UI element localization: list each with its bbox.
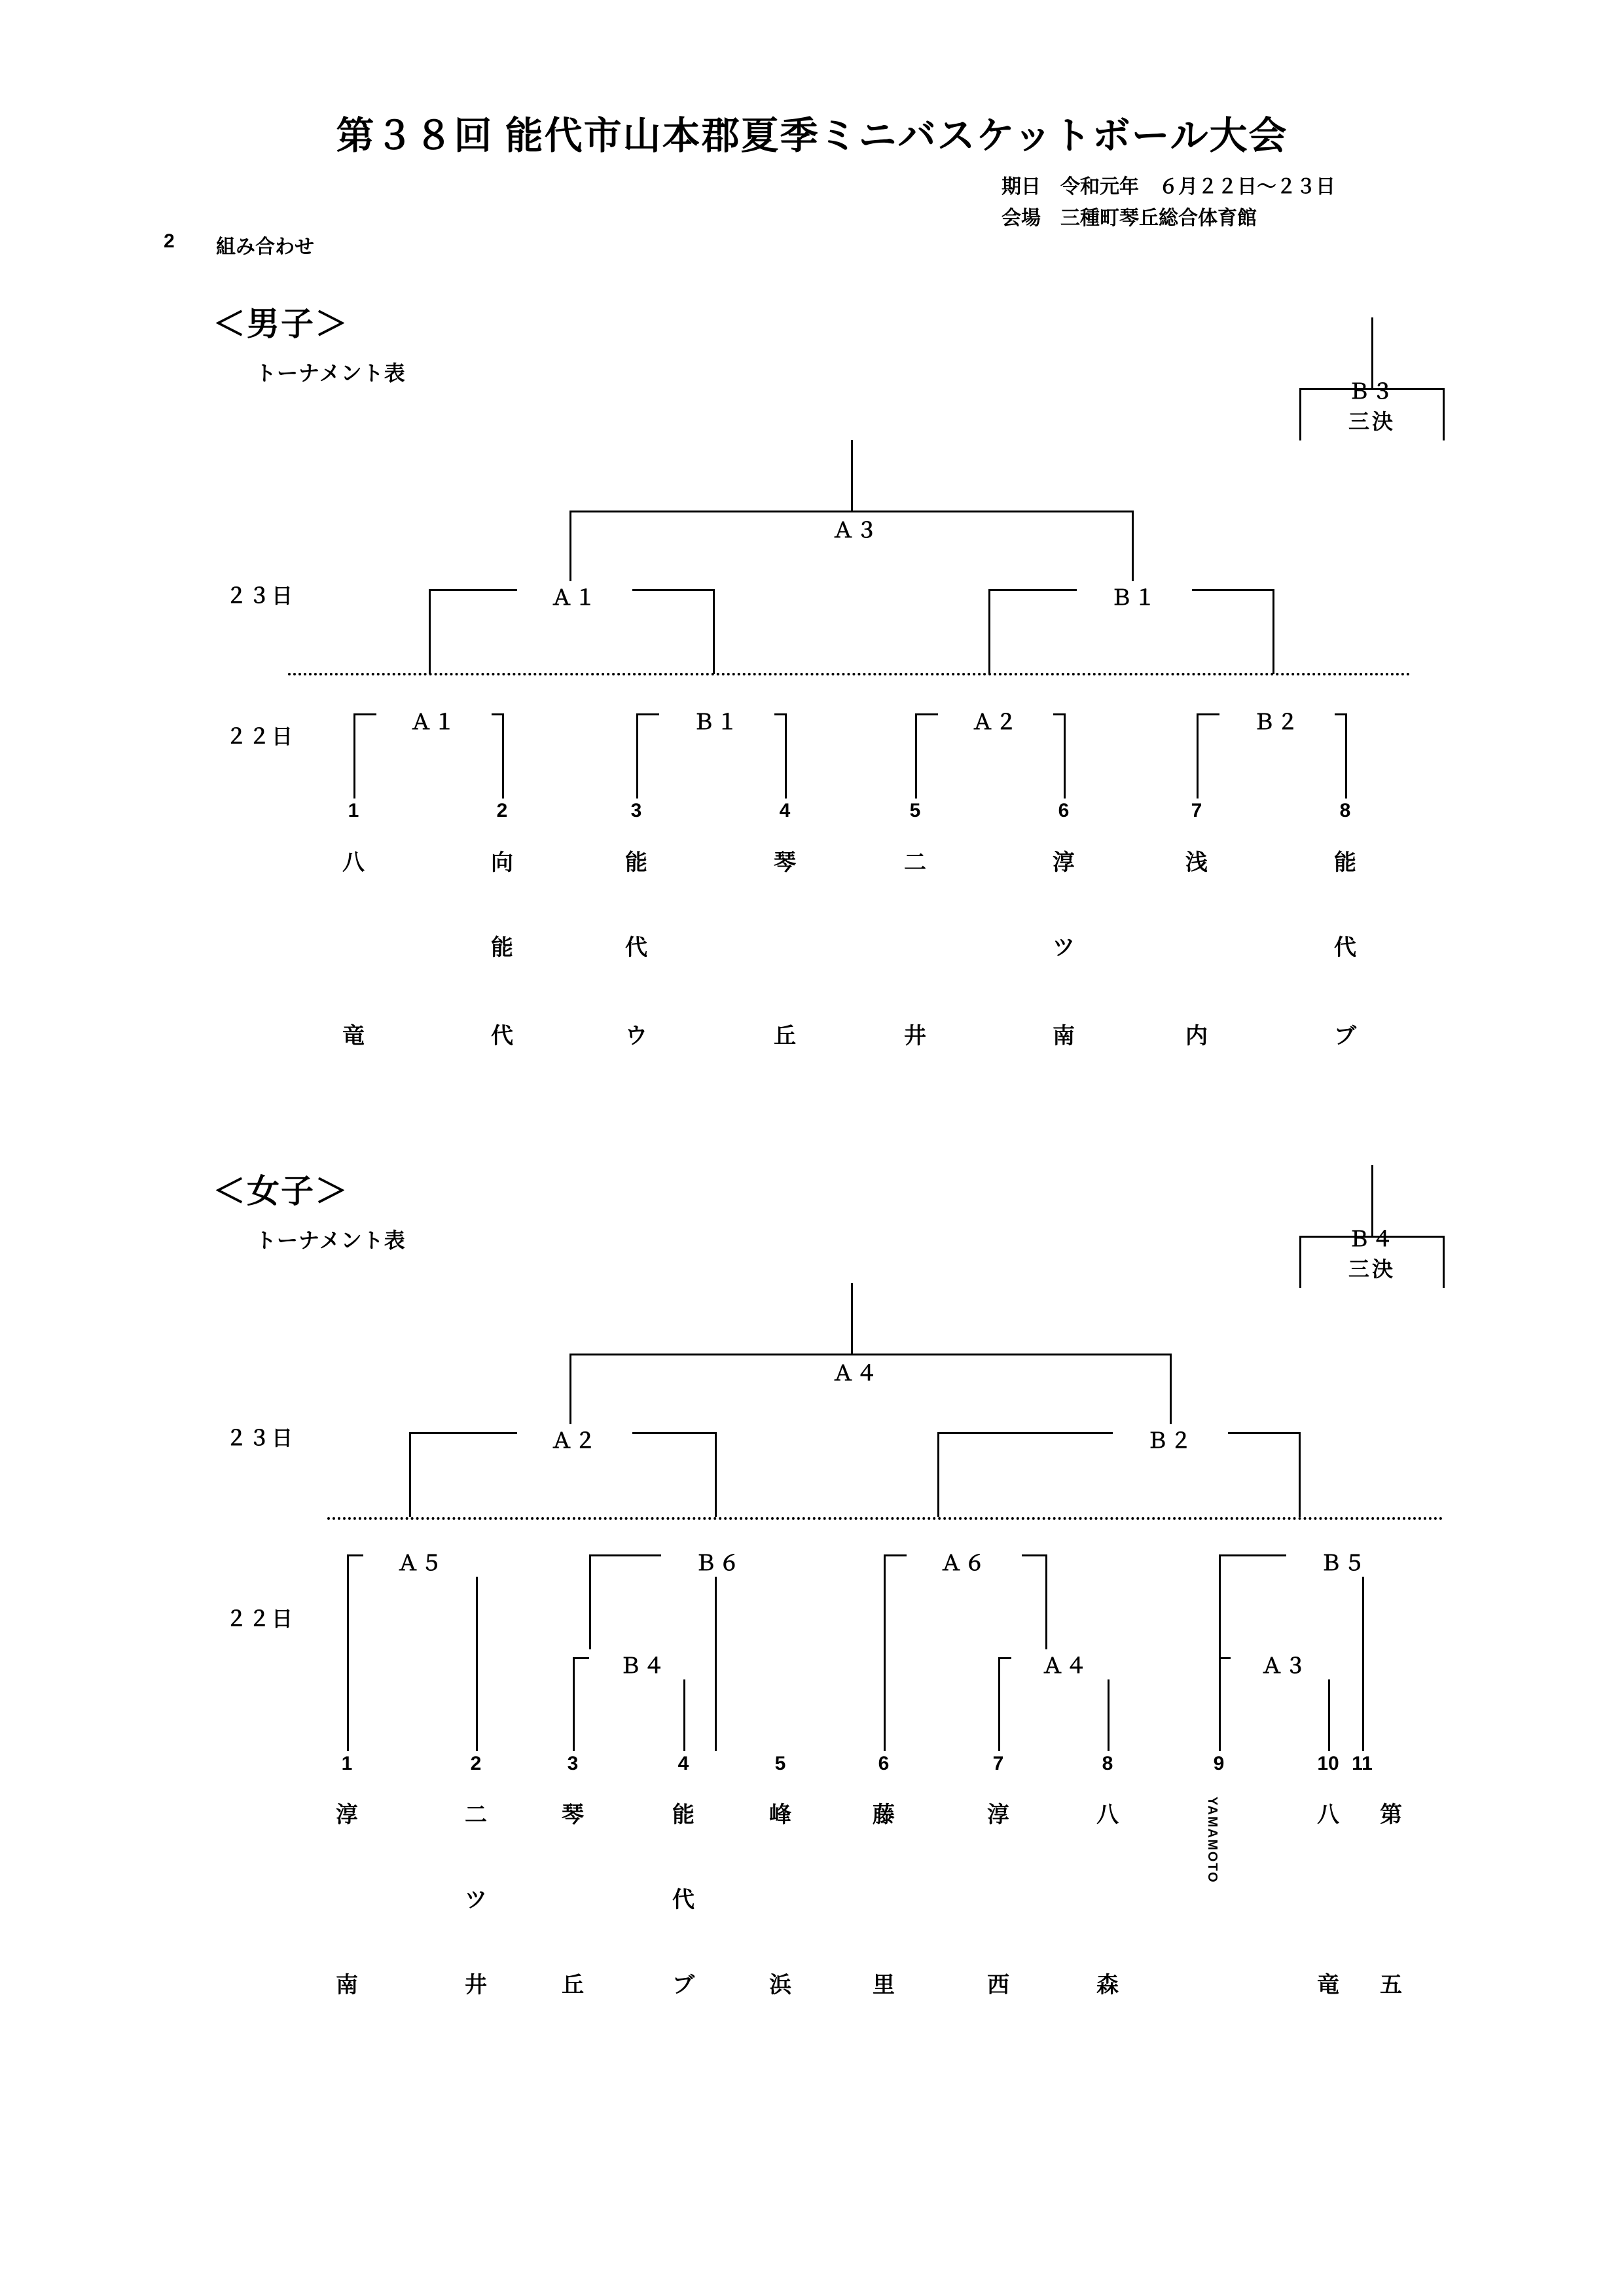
womens-team-name: 丘 (562, 1973, 584, 1998)
womens-third-code: Ｂ４ (1348, 1227, 1396, 1251)
womens-team-name: 五 (1380, 1973, 1402, 1998)
womens-team-name: 淳 (987, 1803, 1009, 1827)
womens-team-name: 八 (1317, 1803, 1339, 1827)
womens-qf-left-1 (347, 1554, 349, 1751)
mens-qf-right-1 (502, 713, 504, 798)
mens-qf-right-4 (1345, 713, 1347, 798)
womens-final-left-drop (569, 1354, 571, 1433)
mens-third-code: Ｂ３ (1348, 380, 1396, 403)
mens-team-name: 竜 (342, 1024, 365, 1049)
womens-team-name: 二 (465, 1803, 487, 1827)
event-venue: 会場 三種町琴丘総合体育館 (1001, 207, 1257, 229)
mens-team-name: 内 (1185, 1024, 1208, 1049)
mens-qf-left-4 (1197, 713, 1199, 798)
mens-qf-left-2 (636, 713, 638, 798)
womens-qf-node-4: Ｂ５ (1286, 1547, 1401, 1577)
mens-seed: 5 (909, 800, 921, 821)
mens-heading: ＜男子＞ (213, 306, 349, 342)
womens-champion-stem (851, 1283, 853, 1355)
womens-prelim-node-2: Ａ４ (1011, 1649, 1120, 1679)
womens-team-name: 浜 (769, 1973, 791, 1998)
womens-day23-label: ２３日 (226, 1426, 295, 1450)
womens-seed: 10 (1317, 1753, 1339, 1774)
mens-seed: 2 (496, 800, 508, 821)
womens-team-name: 琴 (562, 1803, 584, 1827)
womens-final-bar (569, 1354, 1172, 1355)
page-title: 第３８回 能代市山本郡夏季ミニバスケットボール大会 (336, 115, 1288, 157)
womens-third-text: 三決 (1348, 1257, 1396, 1281)
womens-team-name: 能 (672, 1803, 695, 1827)
womens-qf-right-3 (1045, 1554, 1047, 1659)
mens-team-name: 浅 (1185, 850, 1208, 875)
womens-prelim-left-1 (573, 1657, 575, 1751)
mens-team-name: 代 (491, 1024, 513, 1049)
womens-team-name: 竜 (1317, 1973, 1339, 1998)
mens-final-node: Ａ３ (799, 514, 914, 544)
mens-qf-node-2: Ｂ１ (659, 706, 774, 736)
mens-team-name: 能 (491, 935, 513, 960)
womens-prelim-node-1: Ｂ４ (589, 1649, 698, 1679)
mens-qf-left-3 (915, 713, 917, 798)
mens-seed: 7 (1191, 800, 1202, 821)
mens-seed: 8 (1339, 800, 1351, 821)
womens-semi-left-down1 (409, 1432, 411, 1517)
mens-qf-left-1 (353, 713, 355, 798)
mens-team-name: 丘 (774, 1024, 796, 1049)
mens-team-name: ブ (1334, 1024, 1356, 1049)
mens-semi-node-right: Ｂ１ (1077, 581, 1192, 611)
womens-seed: 4 (677, 1753, 689, 1774)
womens-semi-left-down2 (715, 1432, 717, 1517)
womens-team-name: 淳 (336, 1803, 358, 1827)
womens-seed: 1 (341, 1753, 353, 1774)
womens-prelim-node-3: Ａ３ (1231, 1649, 1339, 1679)
mens-seed: 4 (779, 800, 791, 821)
womens-seed: 5 (774, 1753, 786, 1774)
mens-day-divider (288, 673, 1411, 675)
womens-qf-right-1 (476, 1554, 478, 1751)
womens-team-name: 森 (1096, 1973, 1119, 1998)
mens-final-left-drop (569, 511, 571, 590)
mens-team-name: ウ (625, 1024, 647, 1049)
womens-day22-label: ２２日 (226, 1607, 295, 1630)
womens-semi-node-left: Ａ２ (517, 1424, 632, 1454)
womens-final-right-drop (1170, 1354, 1172, 1433)
event-meta (1001, 171, 1335, 234)
mens-day23-label: ２３日 (226, 584, 295, 607)
womens-qf-left-3 (884, 1554, 886, 1751)
womens-qf-right-4 (1362, 1554, 1364, 1751)
mens-semi-left-down1 (429, 589, 431, 674)
womens-prelim-left-3 (1219, 1657, 1221, 1751)
womens-qf-node-3: Ａ６ (907, 1547, 1022, 1577)
section-number: 2 (164, 230, 175, 252)
mens-team-name: 二 (904, 850, 926, 875)
mens-day22-label: ２２日 (226, 725, 295, 748)
womens-semi-node-right: Ｂ２ (1113, 1424, 1228, 1454)
mens-team-name: 向 (491, 850, 513, 875)
mens-seed: 1 (348, 800, 359, 821)
mens-team-name: 代 (1334, 935, 1356, 960)
womens-team-name: 南 (336, 1973, 358, 1998)
womens-seed: 3 (567, 1753, 579, 1774)
section-label: 組み合わせ (216, 236, 314, 258)
womens-team-vertical-text: YAMAMOTO (1205, 1797, 1219, 1884)
womens-team-name: 第 (1380, 1803, 1402, 1827)
mens-seed: 3 (630, 800, 642, 821)
mens-qf-right-3 (1064, 713, 1066, 798)
womens-semi-right-down1 (937, 1432, 939, 1517)
womens-semi-right-down2 (1299, 1432, 1301, 1517)
womens-qf-left-4 (1219, 1554, 1221, 1659)
mens-third-text: 三決 (1348, 410, 1396, 433)
mens-semi-node-left: Ａ１ (517, 581, 632, 611)
mens-champion-stem (851, 440, 853, 512)
mens-final-right-drop (1132, 511, 1134, 590)
womens-team-name: ブ (672, 1973, 695, 1998)
mens-qf-right-2 (785, 713, 787, 798)
womens-heading: ＜女子＞ (213, 1173, 349, 1210)
womens-team-name: 里 (873, 1973, 895, 1998)
womens-qf-left-2 (589, 1554, 591, 1659)
mens-qf-node-4: Ｂ２ (1219, 706, 1335, 736)
mens-team-name: 琴 (774, 850, 796, 875)
mens-semi-right-down2 (1272, 589, 1274, 674)
mens-team-name: 八 (342, 850, 365, 875)
mens-final-bar (569, 511, 1134, 512)
mens-seed: 6 (1058, 800, 1070, 821)
mens-team-name: ツ (1053, 935, 1075, 960)
womens-qf-node-1: Ａ５ (363, 1547, 478, 1577)
womens-prelim-left-2 (998, 1657, 1000, 1751)
womens-third-place-label (1299, 1224, 1445, 1284)
womens-team-name-vertical (1193, 1797, 1232, 1890)
womens-team-name: 井 (465, 1973, 487, 1998)
womens-team-name: 藤 (873, 1803, 895, 1827)
mens-qf-node-3: Ａ２ (938, 706, 1053, 736)
mens-team-name: 代 (625, 935, 647, 960)
mens-qf-node-1: Ａ１ (376, 706, 492, 736)
womens-seed: 6 (878, 1753, 890, 1774)
womens-team-name: 代 (672, 1888, 695, 1912)
womens-team-name: 八 (1096, 1803, 1119, 1827)
womens-team-name: 西 (987, 1973, 1009, 1998)
event-date: 期日 令和元年 ６月２２日〜２３日 (1001, 176, 1335, 198)
mens-team-name: 南 (1053, 1024, 1075, 1049)
womens-final-node: Ａ４ (799, 1357, 914, 1387)
womens-qf-node-2: Ｂ６ (661, 1547, 776, 1577)
womens-subheading: トーナメント表 (255, 1229, 406, 1252)
mens-team-name: 淳 (1053, 850, 1075, 875)
womens-qf-right-2 (715, 1554, 717, 1751)
womens-seed: 2 (470, 1753, 482, 1774)
womens-seed: 8 (1102, 1753, 1113, 1774)
mens-semi-right-down1 (988, 589, 990, 674)
womens-team-name: ツ (465, 1888, 487, 1912)
womens-team-name: 峰 (769, 1803, 791, 1827)
womens-day-divider (327, 1517, 1443, 1520)
womens-seed: 7 (992, 1753, 1004, 1774)
mens-third-place-label (1299, 376, 1445, 437)
womens-seed: 11 (1352, 1753, 1373, 1774)
mens-subheading: トーナメント表 (255, 361, 406, 385)
mens-semi-left-down2 (713, 589, 715, 674)
mens-team-name: 能 (625, 850, 647, 875)
mens-team-name: 井 (904, 1024, 926, 1049)
womens-seed: 9 (1213, 1753, 1225, 1774)
mens-team-name: 能 (1334, 850, 1356, 875)
